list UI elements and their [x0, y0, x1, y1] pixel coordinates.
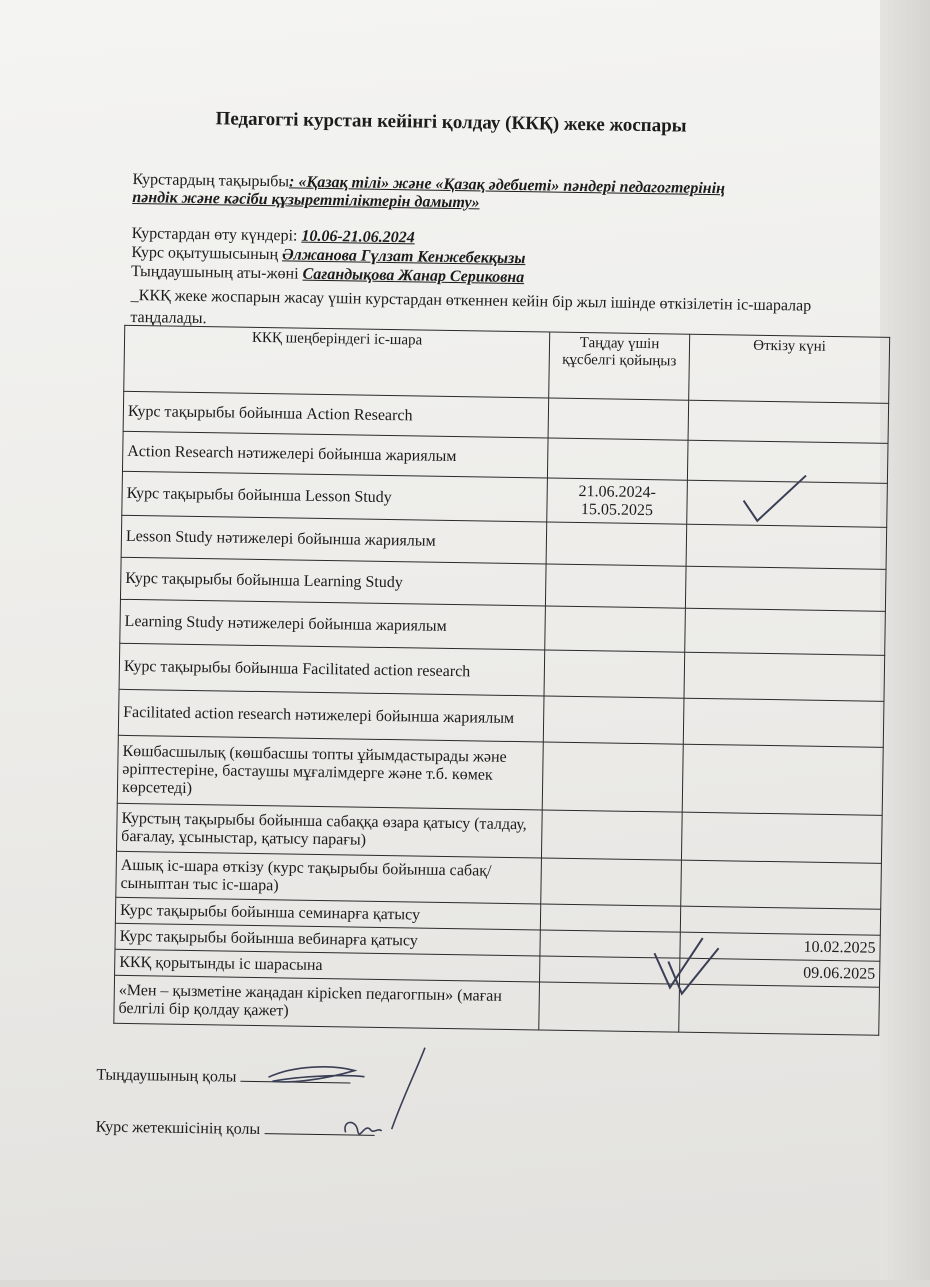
date-cell	[682, 744, 883, 815]
activity-cell: Курс тақырыбы бойынша Action Research	[123, 391, 549, 438]
supervisor-signature-label: Курс жетекшісінің қолы	[95, 1118, 261, 1139]
activity-cell: Learning Study нәтижелері бойынша жариялым	[120, 599, 546, 650]
date-cell	[686, 524, 887, 569]
activity-cell: Көшбасшылық (көшбасшы топты ұйымдастырады және әріптестеріне, бастаушы мұғалімдерге және т.б. көмек көрсетеді)	[117, 735, 543, 810]
activity-cell: Lesson Study нәтижелері бойынша жариялым	[121, 515, 547, 564]
course-topic-value: : «Қазақ тілі» және «Қазақ әдебиеті» пәндері педагогтерінің	[288, 173, 726, 198]
listener-signature-label: Тыңдаушының қолы	[96, 1066, 237, 1086]
activity-cell: Курс тақырыбы бойынша Learning Study	[120, 557, 546, 606]
activity-cell: Курстың тақырыбы бойынша сабаққа өзара қатысу (талдау, бағалау, ұсыныстар, қатысу парағы)	[117, 803, 543, 858]
select-cell	[546, 522, 687, 566]
select-cell	[543, 696, 684, 744]
course-topic-value-cont: пәндік және кәсіби құзыреттіліктерін дамыту»	[132, 188, 480, 212]
date-cell	[684, 652, 885, 701]
date-cell	[687, 440, 888, 483]
trainer-value: Әлжанова Гүлзат Кенжебекқызы	[281, 246, 526, 268]
activity-cell: ККҚ қорытынды іс шарасына	[115, 949, 540, 982]
select-cell	[541, 858, 682, 906]
trainer-label: Курс оқытушысының	[131, 243, 283, 264]
date-cell	[681, 860, 882, 909]
date-cell: 10.02.2025	[680, 932, 880, 961]
supervisor-signature-line	[96, 1117, 375, 1141]
activity-cell: Курс тақырыбы бойынша вебинарға қатысу	[115, 923, 540, 956]
table-header-row	[124, 325, 890, 403]
header-date: Өткізу күні	[689, 334, 890, 403]
select-cell	[544, 650, 685, 698]
activity-cell: Ашық іс-шара өткізу (курс тақырыбы бойынша сабақ/ сыныптан тыс іс-шара)	[116, 851, 542, 904]
document-title: Педагогті курстан кейінгі қолдау (ККҚ) жеке жоспары	[215, 108, 687, 137]
table-row	[117, 735, 883, 815]
header-select: Таңдау үшін құсбелгі қойыңыз	[549, 332, 690, 400]
date-cell	[688, 400, 889, 443]
listener-signature-blank	[240, 1067, 350, 1084]
listener-label: Тыңдаушының аты-жөні	[130, 262, 303, 283]
select-cell	[547, 438, 688, 480]
activity-cell: Facilitated action research нәтижелері бойынша жариялым	[118, 689, 544, 742]
listener-signature-line	[96, 1065, 350, 1089]
select-cell	[539, 982, 680, 1032]
date-cell	[683, 698, 884, 747]
activity-cell: Action Research нәтижелері бойынша жариялым	[122, 431, 548, 478]
date-cell	[679, 984, 880, 1035]
header-activity: ККҚ шеңберіндегі іс-шара	[124, 325, 550, 398]
select-cell	[541, 810, 682, 860]
course-dates-value: 10.06-21.06.2024	[301, 227, 415, 247]
select-cell	[542, 742, 683, 812]
select-cell	[540, 956, 680, 984]
plan-note: _ККҚ жеке жоспарын жасау үшін курстардан өткеннен кейін бір жыл ішінде өткізілетін іс-шаралар таңдалады.	[130, 286, 812, 328]
date-cell	[685, 608, 886, 655]
select-cell	[548, 398, 689, 440]
activity-cell: Курс тақырыбы бойынша Lesson Study	[122, 471, 548, 522]
activity-table	[113, 325, 890, 1036]
date-cell	[680, 906, 880, 935]
listener-value: Сағандықова Жанар Сериковна	[302, 265, 525, 287]
select-cell	[540, 930, 680, 958]
select-cell: 21.06.2024-15.05.2025	[547, 478, 688, 524]
activity-cell: «Мен – қызметіне жаңадан кірісken педагогпын» (маған белгілі бір қолдау қажет)	[114, 975, 540, 1030]
course-dates-label: Курстардан өту күндері:	[131, 224, 302, 245]
date-cell	[685, 566, 886, 611]
supervisor-signature-blank	[264, 1119, 374, 1136]
select-cell	[545, 606, 686, 652]
activity-cell: Курс тақырыбы бойынша Facilitated action research	[119, 643, 545, 696]
date-cell	[687, 480, 888, 527]
course-topic-label: Курстардың тақырыбы	[132, 170, 290, 191]
select-cell	[540, 904, 680, 932]
date-cell	[681, 812, 882, 863]
date-cell: 09.06.2025	[679, 958, 879, 987]
select-cell	[545, 564, 686, 608]
activity-cell: Курс тақырыбы бойынша семинарға қатысу	[115, 897, 540, 930]
